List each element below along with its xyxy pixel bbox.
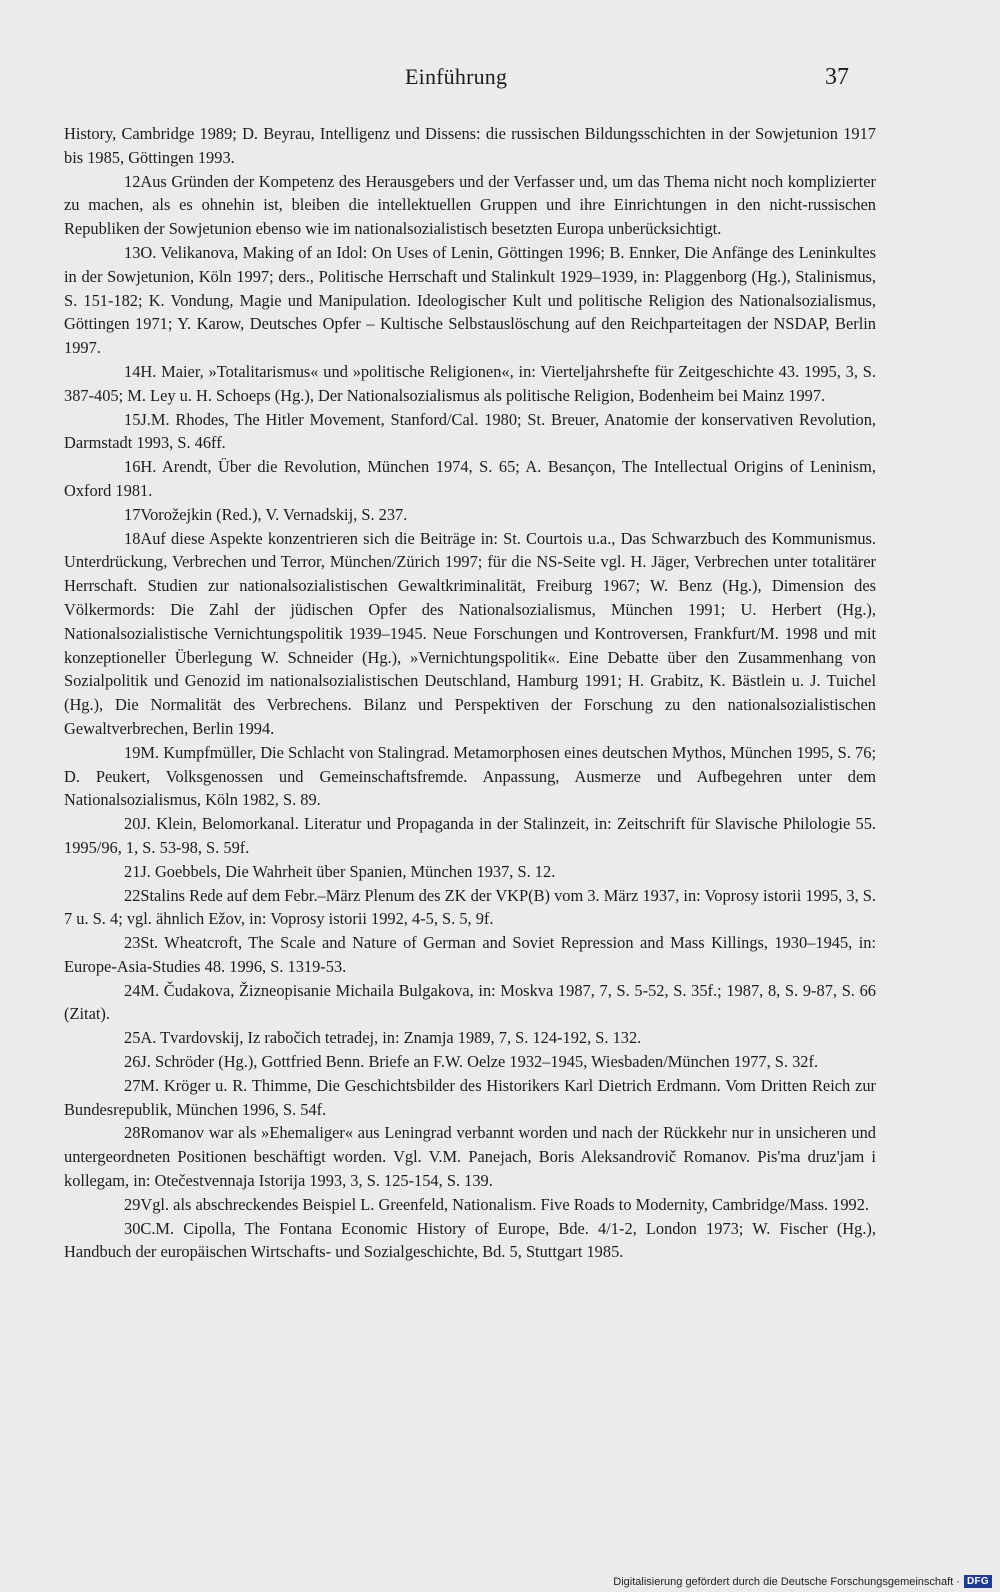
footnote-text: J. Goebbels, Die Wahrheit über Spanien, München 1937, S. 12. [140,861,556,881]
footnote-text: J.M. Rhodes, The Hitler Movement, Stanford/Cal. 1980; St. Breuer, Anatomie der konservativen Revolution, Darmstadt 1993, S. 46ff. [64,409,876,453]
footnote-text: Stalins Rede auf dem Febr.–März Plenum des ZK der VKP(B) vom 3. März 1937, in: Voprosy istorii 1995, 3, S. 7 u. S. 4; vgl. ähnlich Ežov, in: Voprosy istorii 1992, 4-5, S. 5, 9f. [64,885,876,929]
footnote-text: Aus Gründen der Kompetenz des Herausgebers und der Verfasser und, um das Thema nicht noch komplizierter zu machen, als es ohnehin ist, bleiben die intellektuellen Gruppen und ihre Einrichtungen in den nicht-russischen Republiken der Sowjetunion ebenso wie im nationalsozialistisch besetzten Europa unberücksichtigt. [64,171,876,239]
footnote-number: 24 [124,980,141,1000]
footnote [64,979,876,1027]
footnote-text: H. Maier, »Totalitarismus« und »politische Religionen«, in: Vierteljahrshefte für Zeitgeschichte 43. 1995, 3, S. 387-405; M. Ley u. H. Schoeps (Hg.), Der Nationalsozialismus als politische Religion, Bodenheim bei Mainz 1997. [64,361,876,405]
footnote-number: 17 [124,504,141,524]
footnote [64,884,876,932]
footnote-text: M. Kröger u. R. Thimme, Die Geschichtsbilder des Historikers Karl Dietrich Erdmann. Vom Dritten Reich zur Bundesrepublik, München 1996, S. 54f. [64,1075,876,1119]
footnote-number: 23 [124,933,141,953]
footnote-number: 22 [124,885,141,905]
footnote-number: 12 [124,171,141,191]
footnote [64,1074,876,1122]
footnotes-section [64,122,876,1264]
footnote [64,170,876,241]
footnote-text: C.M. Cipolla, The Fontana Economic History of Europe, Bde. 4/1-2, London 1973; W. Fischer (Hg.), Handbuch der europäischen Wirtschafts- und Sozialgeschichte, Bd. 5, Stuttgart 1985. [64,1218,876,1262]
footnote [64,503,876,527]
continuation-note: History, Cambridge 1989; D. Beyrau, Intelligenz und Dissens: die russischen Bildungsschichten in der Sowjetunion 1917 bis 1985, Göttingen 1993. [64,124,876,167]
footnote-text: Vorožejkin (Red.), V. Vernadskij, S. 237. [140,504,408,524]
footnote-text: O. Velikanova, Making of an Idol: On Uses of Lenin, Göttingen 1996; B. Ennker, Die Anfänge des Leninkultes in der Sowjetunion, Köln 1997; ders., Politische Herrschaft und Stalinkult 1929–1939, in: Plaggenborg (Hg.), Stalinismus, S. 151-182; K. Vondung, Magie und Manipulation. Ideologischer Kult und politische Religion des Nationalsozialismus, Göttingen 1971; Y. Karow, Deutsches Opfer – Kultische Selbstauslöschung auf den Reichparteitagen der NSDAP, Berlin 1997. [64,242,876,358]
footnote-number: 18 [124,528,141,548]
footnote-number: 19 [124,742,141,762]
footnote-text: H. Arendt, Über die Revolution, München 1974, S. 65; A. Besançon, The Intellectual Origins of Leninism, Oxford 1981. [64,457,876,500]
footnote-number: 29 [124,1194,141,1214]
footnote [64,1217,876,1265]
footnote [64,741,876,812]
footnote [64,1193,876,1217]
footnote [64,1050,876,1074]
footnote-number: 14 [124,361,141,381]
footnote-number: 21 [124,861,141,881]
footnote-text: St. Wheatcroft, The Scale and Nature of German and Soviet Repression and Mass Killings, 1930–1945, in: Europe-Asia-Studies 48. 1996, S. 1319-53. [64,933,876,976]
footnote-number: 27 [124,1075,141,1095]
footnote-text: J. Schröder (Hg.), Gottfried Benn. Briefe an F.W. Oelze 1932–1945, Wiesbaden/München 1977, S. 32f. [140,1052,819,1072]
footnote-number: 20 [124,814,141,834]
footnote [64,812,876,860]
footnote-text: M. Kumpfmüller, Die Schlacht von Stalingrad. Metamorphosen eines deutschen Mythos, München 1995, S. 76; D. Peukert, Volksgenossen und Gemeinschaftsfremde. Anpassung, Ausmerze und Aufbegehren unter dem Nationalsozialismus, Köln 1982, S. 89. [64,742,876,810]
footnote [64,455,876,503]
footnote-number: 25 [124,1028,141,1048]
footnote [64,360,876,408]
footnote [64,241,876,360]
footer-credit-text: Digitalisierung gefördert durch die Deutsche Forschungsgemeinschaft · [613,1575,960,1588]
footnote-text: A. Tvardovskij, Iz rabočich tetradej, in: Znamja 1989, 7, S. 124-192, S. 132. [140,1028,642,1048]
dfg-logo: DFG [964,1575,992,1588]
page-number: 37 [825,64,849,90]
footnote-number: 26 [124,1052,141,1072]
footnote [64,527,876,741]
digitization-footer [613,1575,992,1588]
footnote-number: 28 [124,1123,141,1143]
footnote-number: 16 [124,457,141,477]
footnote-number: 30 [124,1218,141,1238]
footnote-text: J. Klein, Belomorkanal. Literatur und Propaganda in der Stalinzeit, in: Zeitschrift für Slavische Philologie 55. 1995/96, 1, S. 53-98, S. 59f. [64,814,876,857]
footnote [64,1026,876,1050]
footnote-number: 15 [124,409,141,429]
chapter-title: Einführung [405,64,508,89]
footnote [64,1121,876,1192]
footnote-text: Auf diese Aspekte konzentrieren sich die Beiträge in: St. Courtois u.a., Das Schwarzbuch des Kommunismus. Unterdrückung, Verbrechen und Terror, München/Zürich 1997; für die NS-Seite vgl. H. Jäger, Verbrechen unter totalitärer Herrschaft. Studien zur nationalsozialistischen Gewaltkriminalität, Freiburg 1967; W. Benz (Hg.), Dimension des Völkermords: Die Zahl der jüdischen Opfer des Nationalsozialismus, München 1991; U. Herbert (Hg.), Nationalsozialistische Vernichtungspolitik 1939–1945. Neue Forschungen und Kontroversen, Frankfurt/M. 1998 und mit konzeptioneller Überlegung W. Schneider (Hg.), »Vernichtungspolitik«. Eine Debatte über den Zusammenhang von Sozialpolitik und Genozid im nationalsozialistischen Deutschland, Hamburg 1991; H. Grabitz, K. Bästlein u. J. Tuichel (Hg.), Die Normalität des Verbrechens. Bilanz und Perspektiven der Forschung zu den nationalsozialistischen Gewaltverbrechen, Berlin 1994. [64,528,876,738]
footnote-text: M. Čudakova, Žizneopisanie Michaila Bulgakova, in: Moskva 1987, 7, S. 5-52, S. 35f.; 1987, 8, S. 9-87, S. 66 (Zitat). [64,980,876,1024]
footnote-text: Romanov war als »Ehemaliger« aus Leningrad verbannt worden und nach der Rückkehr nur in unsicheren und untergeordneten Positionen beschäftigt worden. Vgl. V.M. Panejach, Boris Aleksandrovič Romanov. Pis'ma druz'jam i kollegam, in: Otečestvennaja Istorija 1993, 3, S. 125-154, S. 139. [64,1123,876,1191]
footnote [64,408,876,456]
footnote [64,860,876,884]
footnote-text: Vgl. als abschreckendes Beispiel L. Greenfeld, Nationalism. Five Roads to Modernity, Cambridge/Mass. 1992. [140,1194,870,1214]
footnote-number: 13 [124,242,141,262]
footnote [64,931,876,979]
